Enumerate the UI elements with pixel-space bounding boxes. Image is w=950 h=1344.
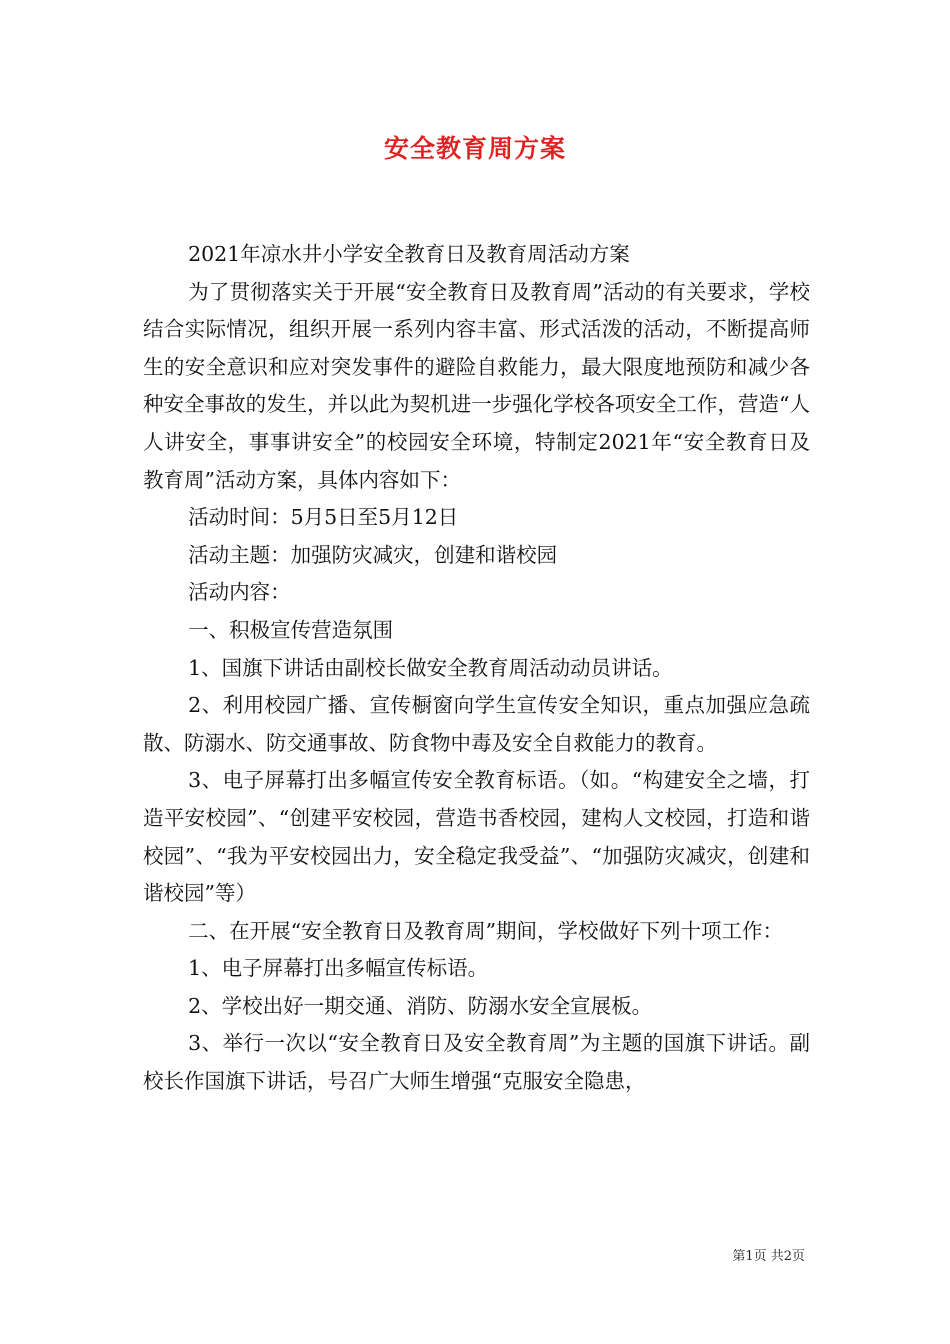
paragraph: 3、举行一次以“安全教育日及安全教育周”为主题的国旗下讲话。副校长作国旗下讲话，号召广大师生增强“克服安全隐患， [143, 1031, 810, 1094]
paragraph: 为了贯彻落实关于开展“安全教育日及教育周”活动的有关要求，学校结合实际情况，组织开展一系列内容丰富、形式活泼的活动，不断提高师生的安全意识和应对突发事件的避险自救能力，最大限度地预防和减少各种安全事故的发生，并以此为契机进一步强化学校各项安全工作，营造“人人讲安全，事事讲安全”的校园安全环境，特制定2021年“安全教育日及教育周”活动方案，具体内容如下： [143, 279, 810, 492]
paragraph: 活动内容： [188, 580, 291, 605]
paragraph: 2、学校出好一期交通、消防、防溺水安全宣展板。 [188, 993, 653, 1018]
paragraph: 2021年凉水井小学安全教育日及教育周活动方案 [188, 242, 630, 266]
paragraph: 3、电子屏幕打出多幅宣传安全教育标语。（如。“构建安全之墙，打造平安校园”、“创建平安校园，营造书香校园，建构人文校园，打造和谐校园”、“我为平安校园出力，安全稳定我受益”、“加强防灾减灾，创建和谐校园”等） [143, 768, 810, 906]
page-number: 第1页 共2页 [732, 1249, 805, 1264]
paragraph: 活动主题：加强防灾减灾，创建和谐校园 [188, 542, 558, 567]
paragraph: 1、电子屏幕打出多幅宣传标语。 [188, 956, 489, 981]
document-body [143, 236, 810, 1101]
document-title: 安全教育周方案 [383, 134, 566, 163]
paragraph: 活动时间：5月5日至5月12日 [188, 505, 459, 530]
paragraph: 一、积极宣传营造氛围 [188, 617, 394, 642]
paragraph: 1、国旗下讲话由副校长做安全教育周活动动员讲话。 [188, 655, 673, 680]
paragraph: 2、利用校园广播、宣传橱窗向学生宣传安全知识，重点加强应急疏散、防溺水、防交通事故、防食物中毒及安全自救能力的教育。 [143, 693, 810, 755]
paragraph: 二、在开展“安全教育日及教育周”期间，学校做好下列十项工作： [188, 918, 784, 943]
